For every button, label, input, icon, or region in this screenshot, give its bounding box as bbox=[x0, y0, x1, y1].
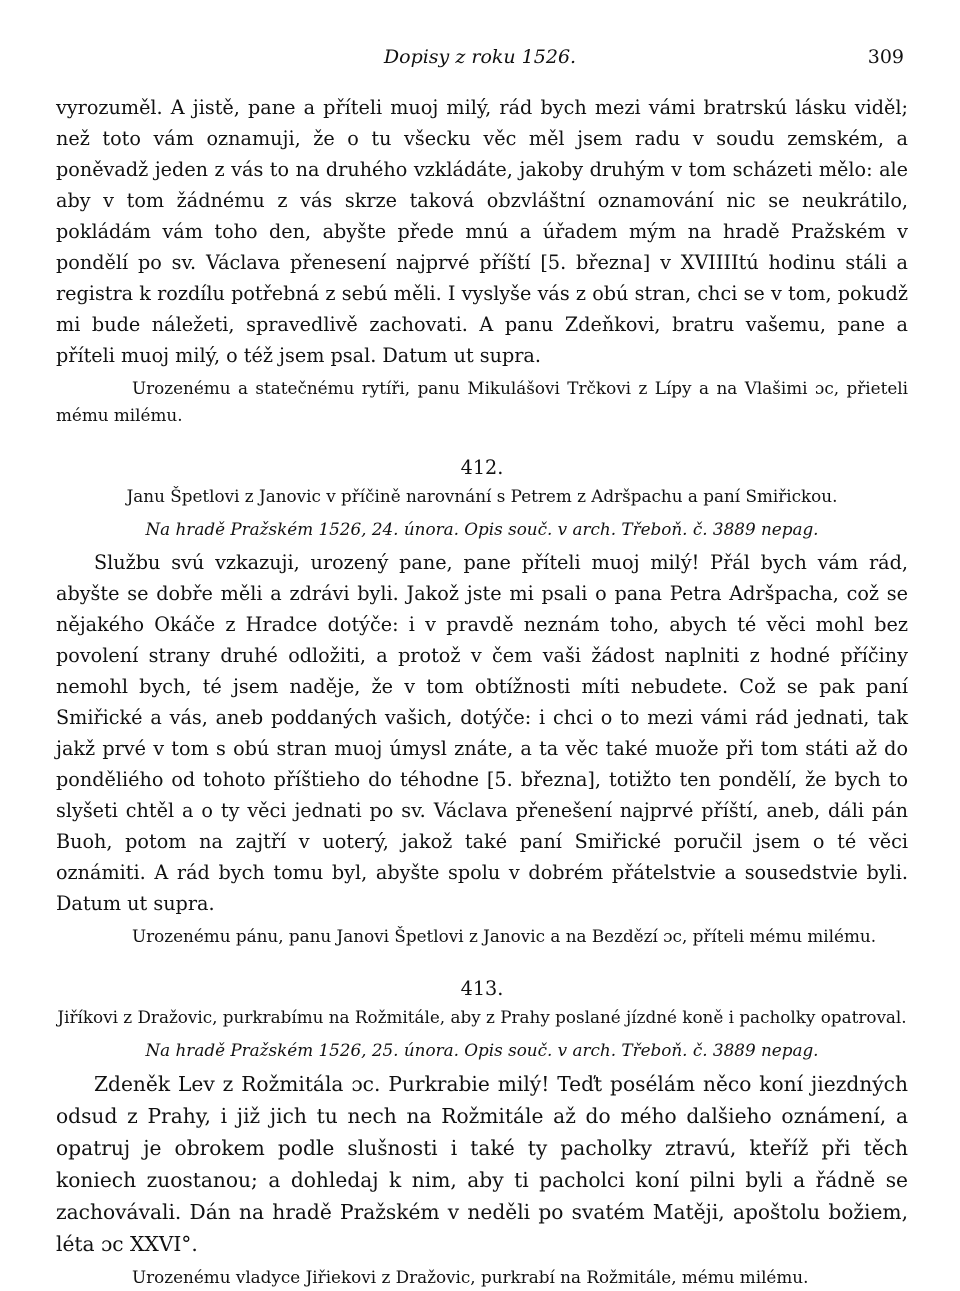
continuation-address: Urozenému a statečnému rytíři, panu Mikulášovi Trčkovi z Lípy a na Vlašimi ɔc, přieteli mému milému. bbox=[56, 378, 908, 425]
page-number: 309 bbox=[867, 46, 904, 68]
letter-text: Službu svú vzkazuji, urozený pane, pane příteli muoj milý! Přál bych vám rád, abyšte se dobře měli a zdrávi byli. Jakož jste mi psali o pana Petra Adršpacha, což se nějakého Okáče z Hradce dotýče: i v pravdě neznám toho, abych té věci mohl bez povolení strany druhé odložiti, a protož v čem vaši žádost naplniti z hodné příčiny nemohl bych, té jsem naděje, že v tom obtížnosti míti nebudete. Což se pak paní Smiřické a vás, aneb poddaných vašich, dotýče: i chci o to mezi vámi rád jednati, tak jakž prvé v tom s obú stran muoj úmysl znáte, a ta věc také muože při tom státi až do ponděliého od tohoto příštieho do téhodne [5. března], totižto ten pondělí, že bych to slyšeti chtěl a o ty věci jednati po sv. Václava přenešení najprvé příští, aneb, dáli pán Buoh, potom na zajtří v uoterý, jakož také paní Smiřické poručil jsem o té věci oznámiti. A rád bych tomu byl, abyšte spolu v dobrém přátelstvie a sousedstvie byli. Datum ut supra. bbox=[56, 551, 908, 915]
continuation-paragraph: vyrozuměl. A jistě, pane a příteli muoj milý, rád bych mezi vámi bratrskú lásku viděl; než toto vám oznamuji, že o tu všecku věc měl jsem radu v soudu zemském, a poněvadž jeden z vás to na druhého vzkládáte, jakoby druhým v tom scházeti mělo: ale aby v tom žádnému z vás skrze taková obzvláštní oznamování nic se neukrátilo, pokládám vám toho den, abyšte přede mnú a úřadem mým na hradě Pražském v pondělí po sv. Václava přenesení najprvé příští [5. března] v XVIIIItú hodinu stáli a registra k rozdílu potřebná z sebú měli. I vyslyše vás z obú stran, chci se v tom, pokudž mi bude náležeti, spravedlivě zachovati. A panu Zdeňkovi, bratru vašemu, pane a příteli muoj milý, o též jsem psal. Datum ut supra. bbox=[56, 96, 908, 367]
letter-source: Na hradě Pražském 1526, 25. února. Opis souč. v arch. Třeboň. č. 3889 nepag. bbox=[145, 1040, 819, 1060]
page-body bbox=[56, 92, 908, 1291]
letter-address: Urozenému vladyce Jiřiekovi z Dražovic, purkrabí na Rožmitále, mému milému. bbox=[132, 1267, 809, 1287]
letter-number: 412. bbox=[460, 456, 504, 479]
letter-number: 413. bbox=[460, 977, 504, 1000]
letter-heading: Jiříkovi z Dražovic, purkrabímu na Rožmitále, aby z Prahy poslané jízdné koně i pacholky opatroval. bbox=[57, 1007, 907, 1027]
running-head bbox=[56, 46, 904, 70]
letter-text: Zdeněk Lev z Rožmitála ɔc. Purkrabie milý! Teďt posélám něco koní jiezdných odsud z Prahy, i již jich tu nech na Rožmitále až do mého dalšieho oznámení, a opatruj je obrokem podle slušnosti i také ty pacholky ztravú, kteříž při těch koniech zuostanou; a dohledaj k nim, aby ti pacholci koní pilni byli a řádně se zachovávali. Dán na hradě Pražském v neděli po svatém Matěji, apoštolu božiem, léta ɔc XXVI°. bbox=[56, 1072, 908, 1256]
letter-source: Na hradě Pražském 1526, 24. února. Opis souč. v arch. Třeboň. č. 3889 nepag. bbox=[145, 519, 819, 539]
letter-heading: Janu Špetlovi z Janovic v příčině narovnání s Petrem z Adršpachu a paní Smiřickou. bbox=[126, 486, 838, 506]
running-title: Dopisy z roku 1526. bbox=[383, 46, 577, 68]
letter-address: Urozenému pánu, panu Janovi Špetlovi z Janovic a na Bezdězí ɔc, příteli mému milému. bbox=[132, 926, 877, 946]
